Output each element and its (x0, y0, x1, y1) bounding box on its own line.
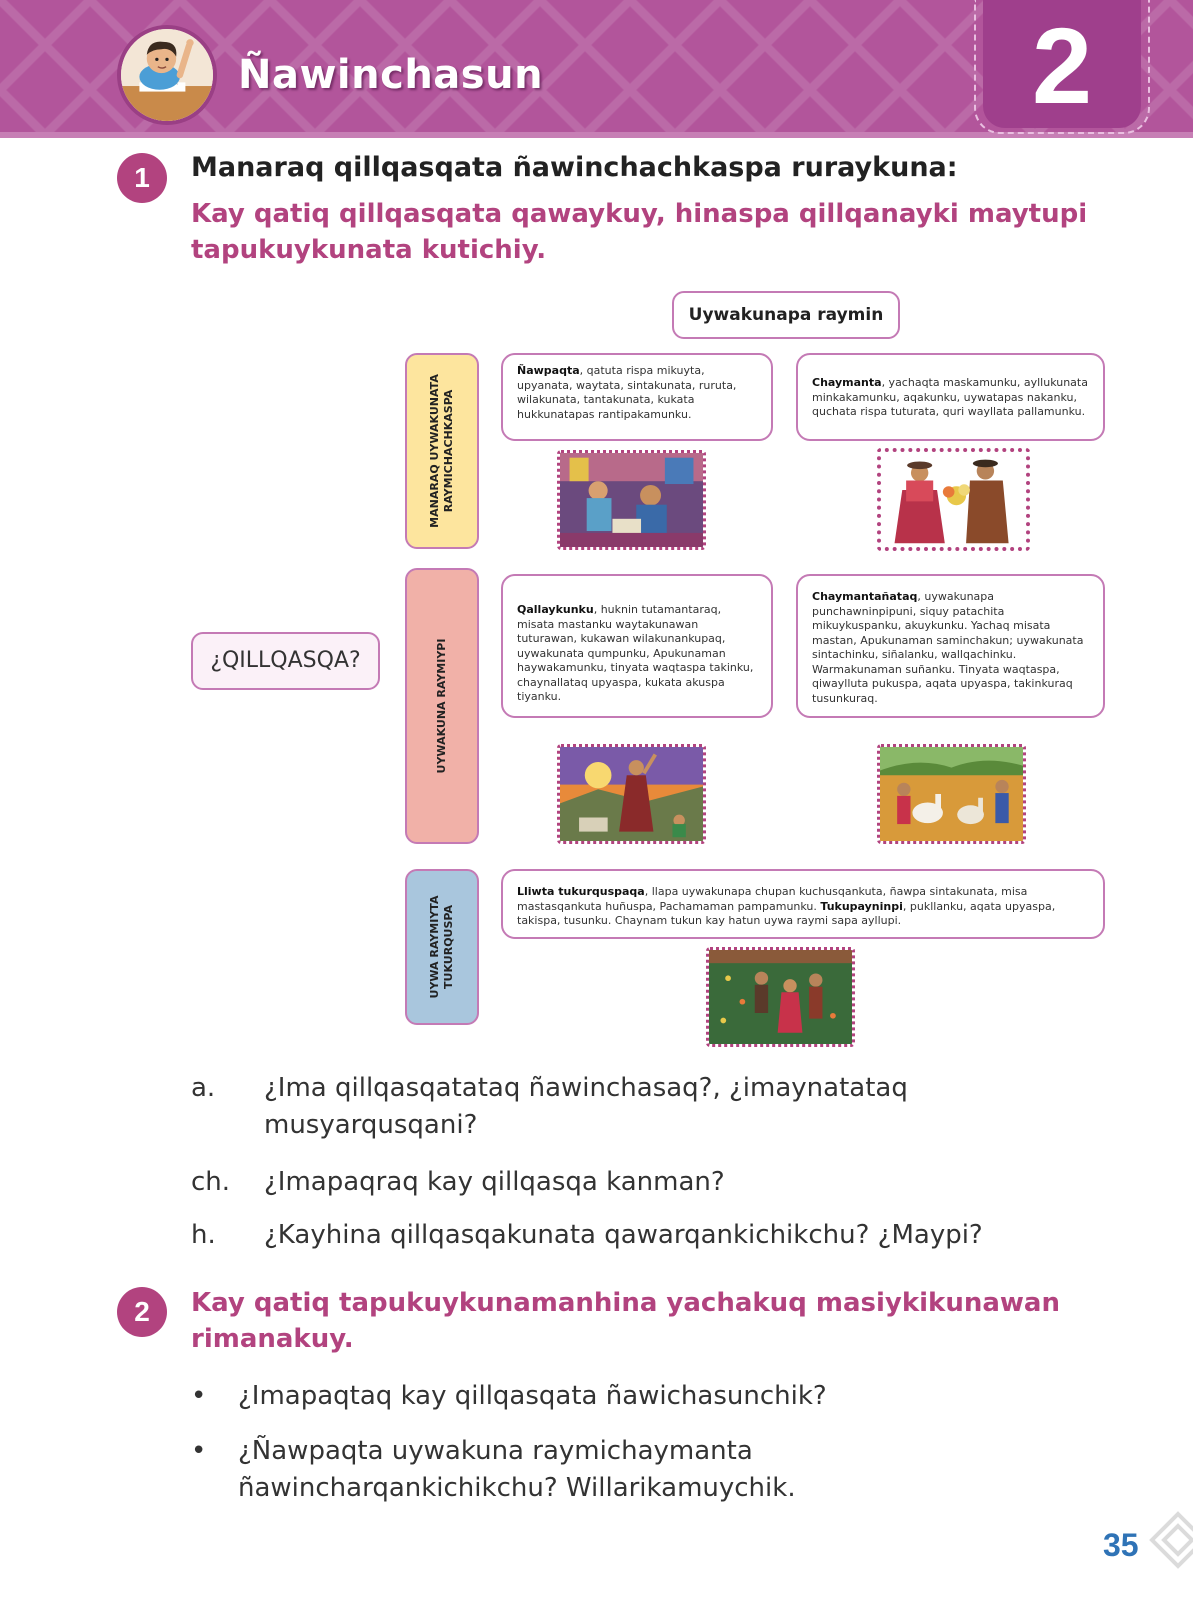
description-box-1 (501, 353, 773, 441)
section-number-1: 1 (117, 153, 167, 203)
box-1-lead: Ñawpaqta (517, 364, 580, 377)
text-type-question: ¿QILLQASQA? (191, 632, 380, 690)
box-5-lead: Lliwta tukurquspaqa (517, 885, 645, 898)
stage-label-during-text: UYWAKUNA RAYMIYPI (435, 638, 448, 774)
stage-label-before (405, 353, 479, 549)
question-ch-label: ch. (191, 1167, 231, 1197)
question-ch-text: ¿Imapaqraq kay qillqasqa kanman? (264, 1167, 725, 1197)
box-2-text: , yachaqta maskamunku, ayllukunata minkakamunku, aqakunku, uywatapas nakanku, quchata rispa tuturata, quri wayllata pallamunku. (812, 376, 1088, 418)
page-title: Ñawinchasun (238, 52, 544, 98)
page-number: 35 (1103, 1527, 1139, 1563)
offering-flowers-picture (877, 448, 1030, 551)
description-box-4 (796, 574, 1105, 718)
discussion-bullet-1-text: ¿Imapaqtaq kay qillqasqata ñawichasunchik? (238, 1381, 827, 1411)
diagram-title: Uywakunapa raymin (672, 291, 900, 339)
unit-number: 2 (1031, 5, 1093, 126)
box-3-lead: Qallaykunku (517, 603, 594, 616)
stage-label-end (405, 869, 479, 1025)
section-1-instruction: Kay qatiq qillqasqata qawaykuy, hinaspa qillqanayki maytupi tapukuykunata kutichiy. (191, 199, 1088, 265)
reading-boy-icon (117, 25, 217, 125)
section-2-instruction: Kay qatiq tapukuykunamanhina yachakuq masiykikunawan rimanakuy. (191, 1288, 1060, 1354)
description-box-2 (796, 353, 1105, 441)
description-box-5 (501, 869, 1105, 939)
box-4-lead: Chaymantañataq (812, 590, 918, 603)
question-h-label: h. (191, 1220, 216, 1250)
sunrise-ritual-picture (557, 744, 706, 844)
box-2-lead: Chaymanta (812, 376, 882, 389)
diamond-pattern-icon (1148, 1510, 1193, 1570)
stage-label-during (405, 568, 479, 844)
field-celebration-picture (706, 947, 855, 1047)
question-a-text: ¿Ima qillqasqatataq ñawinchasaq?, ¿imaynatataq musyarqusqani? (264, 1073, 908, 1140)
stage-label-end-text: UYWA RAYMIYTA TUKURQUSPA (428, 895, 455, 999)
market-scene-picture (557, 450, 706, 550)
description-box-3 (501, 574, 773, 718)
box-4-text: , uywakunapa punchawninpipuni, siquy patachita mikuykuspanku, akuykunku. Yachaq misata mastan, Apukunaman saminchakun; uywakunata sintachinku, siñalanku, wallqachinku. Warmakunaman suñanku. Tinyata waqtaspa, qiwaylluta pukuspa, aqata upyaspa, takinkuraq tusunkuraq. (812, 590, 1084, 705)
llama-festival-picture (877, 744, 1026, 844)
discussion-bullet-2-text: ¿Ñawpaqta uywakuna raymichaymanta ñawincharqankichikchu? Willarikamuychik. (238, 1436, 796, 1503)
bullet-dot-icon: • (191, 1436, 207, 1466)
bullet-dot-icon: • (191, 1381, 207, 1411)
box-5-lead-2: Tukupayninpi (820, 899, 903, 913)
box-5-text-2: , pukllanku, aqata upyaspa, takispa, tusunku. Chaynam tukun kay hatun uywa raymi sapa ayllupi. (517, 899, 1056, 927)
box-1-text: , qatuta rispa mikuyta, upyanata, waytata, sintakunata, ruruta, wilakunata, tantakunata, kukata hukkunatapas rantipakamunku. (517, 364, 737, 421)
stage-label-before-text: MANARAQ UYWAKUNATA RAYMICHACHKASPA (428, 374, 455, 528)
section-number-2: 2 (117, 1287, 167, 1337)
box-5-text-1: , llapa uywakunapa chupan kuchusqankuta, ñawpa sintakunata, misa mastasqankuta huñuspa, Pachamaman pampamunku. (517, 885, 1028, 913)
section-1-title: Manaraq qillqasqata ñawinchachkaspa ruraykuna: (191, 152, 958, 183)
question-a-label: a. (191, 1073, 216, 1103)
question-h-text: ¿Kayhina qillqasqakunata qawarqankichikchu? ¿Maypi? (264, 1220, 983, 1250)
box-3-text: , huknin tutamantaraq, misata mastanku waytakunawan tuturawan, kukawan wilakunankupaq, uywakunata qumpunku, Apukunaman haywakamunku, tinyata waqtaspa takinku, chaynallataq upyaspa, kukata akuspa tiyanku. (517, 603, 754, 703)
